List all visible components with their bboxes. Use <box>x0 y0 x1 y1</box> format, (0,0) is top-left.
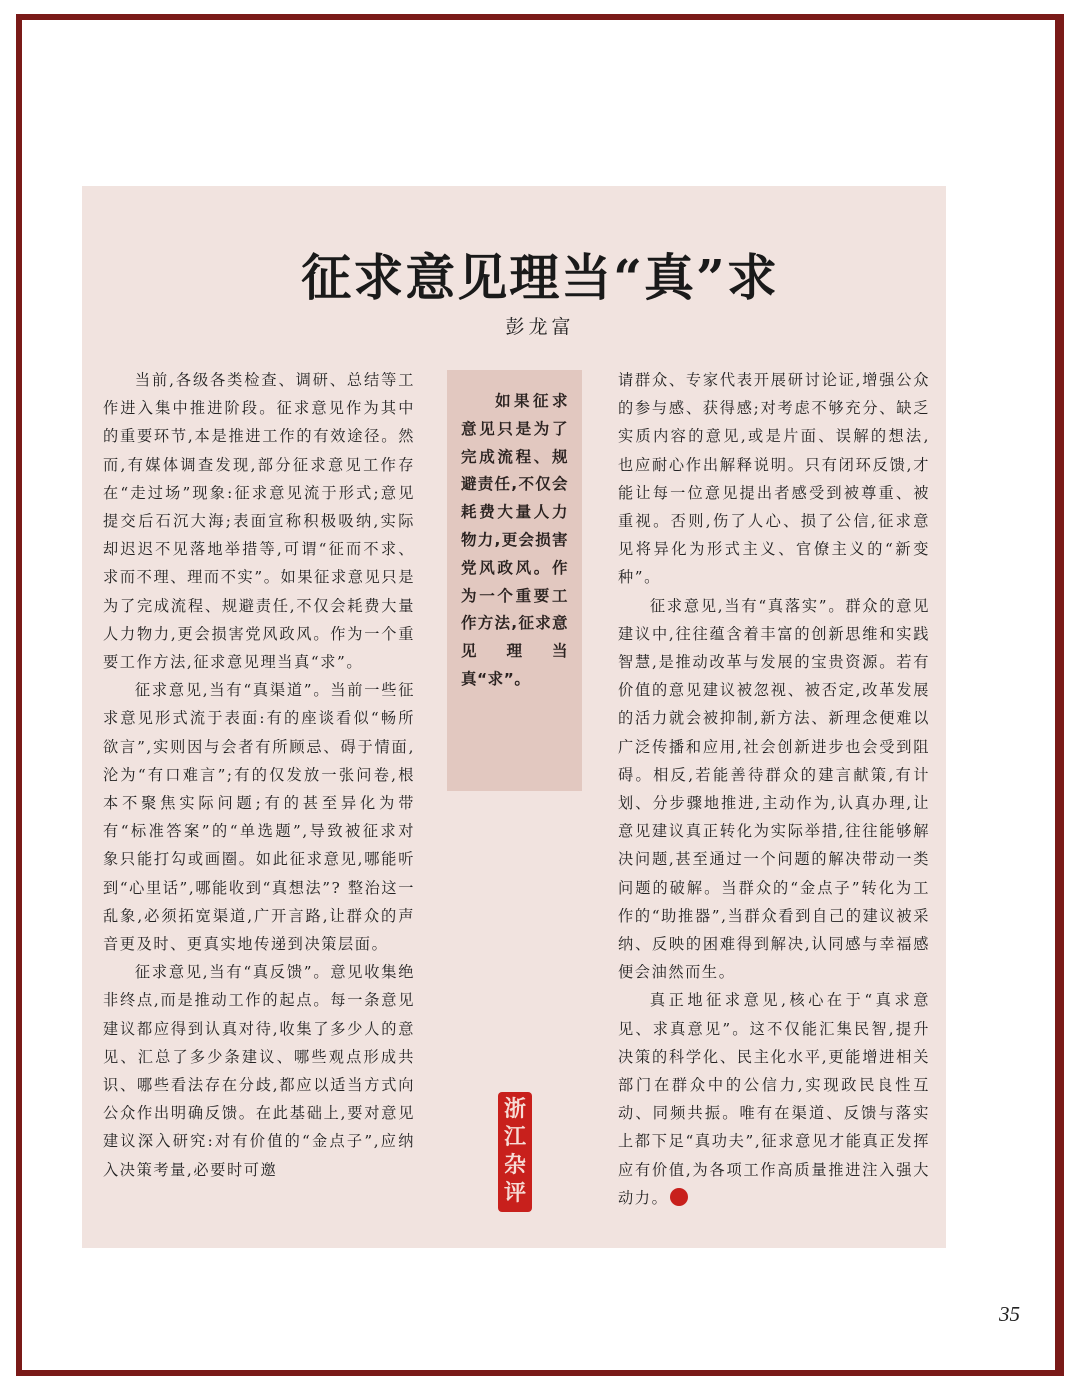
right-column <box>618 366 930 1212</box>
left-column <box>103 366 415 1184</box>
paragraph-channel: 征求意见,当有“真渠道”。当前一些征求意见形式流于表面:有的座谈看似“畅所欲言”,实则因与会者有所顾忌、碍于情面,沦为“有口难言”;有的仅发放一张问卷,根本不聚焦实际问题;有的甚至异化为带有“标准答案”的“单选题”,导致被征求对象只能打勾或画圈。如此征求意见,哪能听到“心里话”,哪能收到“真想法”? 整治这一乱象,必须拓宽渠道,广开言路,让群众的声音更及时、更真实地传递到决策层面。 <box>103 681 415 954</box>
paragraph-intro: 当前,各级各类检查、调研、总结等工作进入集中推进阶段。征求意见作为其中的重要环节,本是推进工作的有效途径。然而,有媒体调查发现,部分征求意见工作存在“走过场”现象:征求意见流于形式;意见提交后石沉大海;表面宣称积极吸纳,实际却迟迟不见落地举措等,可谓“征而不求、求而不理、理而不实”。如果征求意见只是为了完成流程、规避责任,不仅会耗费大量人力物力,更会损害党风政风。作为一个重要工作方法,征求意见理当真“求”。 <box>103 371 415 672</box>
end-mark-icon <box>670 1188 688 1206</box>
seal-char: 浙 <box>503 1097 526 1122</box>
page-number: 35 <box>999 1302 1020 1326</box>
paragraph-feedback-cont: 请群众、专家代表开展研讨论证,增强公众的参与感、获得感;对考虑不够充分、缺乏实质内容的意见,或是片面、误解的想法,也应耐心作出解释说明。只有闭环反馈,才能让每一位意见提出者感受到被尊重、被重视。否则,伤了人心、损了公信,征求意见将异化为形式主义、官僚主义的“新变种”。 <box>618 371 930 587</box>
conclusion-text: 真正地征求意见,核心在于“真求意见、求真意见”。这不仅能汇集民智,提升决策的科学化、民主化水平,更能增进相关部门在群众中的公信力,实现政民良性互动、同频共振。唯有在渠道、反馈与落实上都下足“真功夫”,征求意见才能真正发挥应有价值,为各项工作高质量推进注入强大动力。 <box>618 991 930 1207</box>
seal-char: 评 <box>503 1181 526 1206</box>
paragraph-feedback: 征求意见,当有“真反馈”。意见收集绝非终点,而是推动工作的起点。每一条意见建议都应得到认真对待,收集了多少人的意见、汇总了多少条建议、哪些观点形成共识、哪些看法存在分歧,都应以适当方式向公众作出明确反馈。在此基础上,要对意见建议深入研究:对有价值的“金点子”,应纳入决策考量,必要时可邀 <box>103 963 415 1179</box>
seal-char: 江 <box>503 1125 526 1150</box>
seal-stamp <box>498 1092 532 1212</box>
article-author: 彭龙富 <box>505 316 575 338</box>
paragraph-conclusion <box>618 986 930 1212</box>
pull-quote: 如果征求意见只是为了完成流程、规避责任,不仅会耗费大量人力物力,更会损害党风政风。作为一个重要工作方法,征求意见理当真“求”。 <box>447 370 582 791</box>
seal-char: 杂 <box>503 1153 526 1178</box>
article-title: 征求意见理当“真”求 <box>301 248 779 307</box>
paragraph-implementation: 征求意见,当有“真落实”。群众的意见建议中,往往蕴含着丰富的创新思维和实践智慧,是推动改革与发展的宝贵资源。若有价值的意见建议被忽视、被否定,改革发展的活力就会被抑制,新方法、新理念便难以广泛传播和应用,社会创新进步也会受到阻碍。相反,若能善待群众的建言献策,有计划、分步骤地推进,主动作为,认真办理,让意见建议真正转化为实际举措,往往能够解决问题,甚至通过一个问题的解决带动一类问题的破解。当群众的“金点子”转化为工作的“助推器”,当群众看到自己的建议被采纳、反映的困难得到解决,认同感与幸福感便会油然而生。 <box>618 596 930 982</box>
